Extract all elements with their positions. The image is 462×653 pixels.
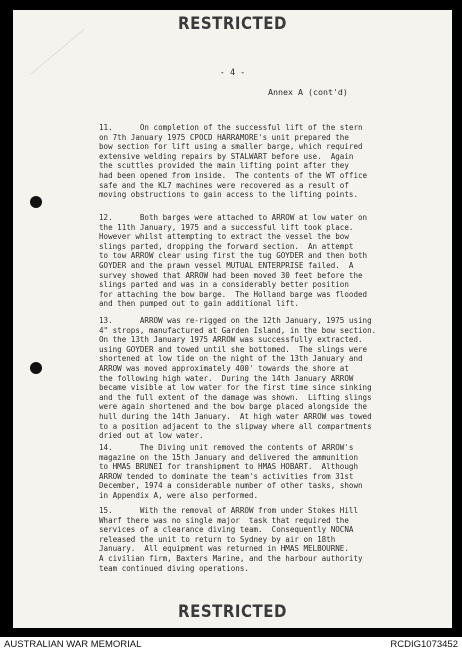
- paragraph-14: [99, 443, 429, 501]
- classification-stamp-bottom: RESTRICTED: [178, 600, 287, 622]
- paragraph-line: and the full extent of the damage was shown. Lifting slings: [99, 392, 372, 402]
- paragraph-line: team continued diving operations.: [99, 563, 249, 573]
- paragraph-line: slings parted and was in a considerably better position: [99, 280, 349, 290]
- paragraph-line: ARROW tended to dominate the team's activities from 31st: [99, 471, 354, 481]
- paragraph-line: to HMAS BRUNEI for transhipment to HMAS HOBART. Although: [99, 462, 358, 472]
- paragraph-line: A civilian firm, Baxters Marine, and the harbour authority: [99, 553, 363, 563]
- paragraph-line: ARROW was moved approximately 400' towards the shore at: [99, 363, 349, 373]
- paragraph-line: on 7th January 1975 CPOCD HARRAMORE's unit prepared the: [99, 132, 349, 142]
- paragraph-line: the scuttles provided the main lifting point after they: [99, 161, 349, 171]
- paragraph-15: [99, 506, 429, 573]
- paragraph-line: 13. ARROW was re-rigged on the 12th January, 1975 using: [99, 316, 372, 325]
- paragraph-line: 11. On completion of the successful lift of the stern: [99, 123, 363, 132]
- paragraph-line: 15. With the removal of ARROW from under Stokes Hill: [99, 506, 358, 515]
- paragraph-line: shortened at low tide on the night of the 13th January and: [99, 354, 363, 364]
- paragraph-line: the following high water. During the 14th January ARROW: [99, 373, 354, 383]
- archive-footer: [0, 637, 462, 653]
- classification-stamp-top: RESTRICTED: [178, 12, 287, 34]
- footer-source: AUSTRALIAN WAR MEMORIAL: [4, 639, 142, 650]
- paragraph-line: to a position adjacent to the slipway where all compartments: [99, 421, 372, 431]
- annex-label: Annex A (cont'd): [268, 87, 348, 97]
- paragraph-line: hull during the 14th January. At high water ARROW was towed: [99, 411, 372, 421]
- paragraph-line: survey showed that ARROW had been moved 30 feet before the: [99, 270, 363, 280]
- paragraph-line: However whilst attempting to extract the vessel the bow: [99, 232, 349, 242]
- paragraph-line: became visible at low water for the first time since sinking: [99, 383, 372, 393]
- footer-record-id: RCDIG1073452: [390, 639, 458, 650]
- page-number: - 4 -: [219, 68, 246, 78]
- paragraph-line: 4" strops, manufactured at Garden Island, in the bow section.: [99, 325, 377, 335]
- paragraph-line: GOYDER and the prawn vessel MUTUAL ENTERPRISE failed. A: [99, 260, 354, 270]
- paragraph-line: in Appendix A, were also performed.: [99, 490, 259, 500]
- paragraph-line: moving obstructions to gain access to the lifting points.: [99, 190, 358, 200]
- paragraph-line: bow section for lift using a smaller barge, which required: [99, 142, 363, 152]
- paragraph-line: 14. The Diving unit removed the contents of ARROW's: [99, 443, 354, 452]
- document-page: [13, 10, 452, 628]
- paragraph-line: extensive welding repairs by STALWART before use. Again: [99, 151, 354, 161]
- paragraph-13: [99, 316, 429, 441]
- paragraph-line: safe and the KL7 machines were recovered as a result of: [99, 180, 349, 190]
- paragraph-line: had been opened from inside. The contents of the WT office: [99, 170, 368, 180]
- paragraph-line: services of a clearance diving team. Consequently NOCNA: [99, 525, 354, 535]
- paragraph-line: slings parted, dropping the forward section. An attempt: [99, 241, 354, 251]
- paragraph-line: magazine on the 15th January and delivered the ammunition: [99, 452, 358, 462]
- punch-hole: [30, 362, 42, 374]
- paragraph-line: were again shortened and the bow barge placed alongside the: [99, 402, 368, 412]
- paragraph-line: and then pumped out to gain additional lift.: [99, 299, 299, 309]
- paragraph-line: 12. Both barges were attached to ARROW at low water on: [99, 213, 368, 222]
- paragraph-line: for attaching the bow barge. The Holland barge was flooded: [99, 289, 368, 299]
- paragraph-line: using GOYDER and towed until she bottomed. The slings were: [99, 344, 368, 354]
- paragraph-line: December, 1974 a considerable number of other tasks, shown: [99, 481, 363, 491]
- paragraph-12: [99, 213, 429, 309]
- paragraph-line: dried out at low water.: [99, 431, 204, 441]
- paragraph-line: released the unit to return to Sydney by air on 18th: [99, 534, 336, 544]
- paragraph-line: the 11th January, 1975 and a successful lift took place.: [99, 222, 354, 232]
- punch-hole: [30, 196, 42, 208]
- paragraph-line: On the 13th January 1975 ARROW was successfully extracted.: [99, 335, 363, 345]
- paragraph-line: to tow ARROW clear using first the tug GOYDER and then both: [99, 251, 368, 261]
- paragraph-line: January. All equipment was returned in HMAS MELBOURNE.: [99, 544, 349, 554]
- paragraph-line: Wharf there was no single major task that required the: [99, 515, 349, 525]
- paragraph-11: [99, 123, 429, 200]
